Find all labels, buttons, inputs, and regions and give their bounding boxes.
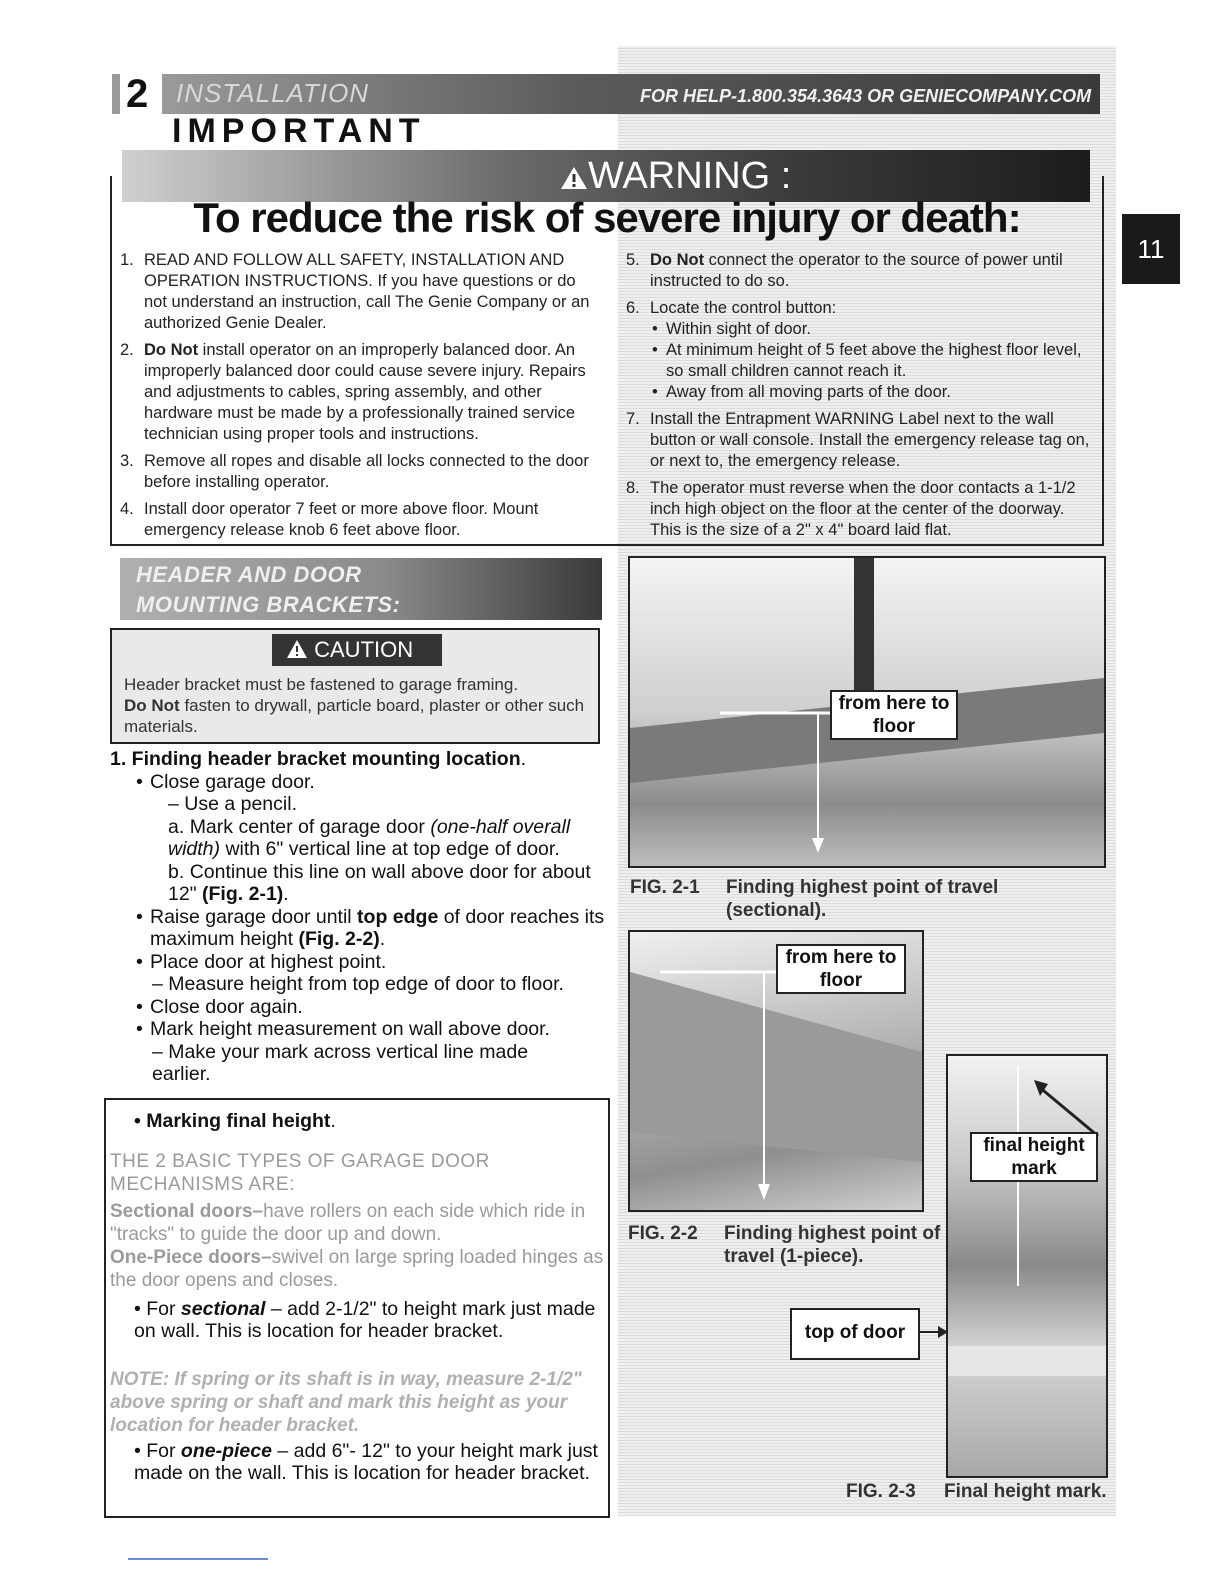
section-header-line1: HEADER AND DOOR	[136, 562, 362, 587]
marking-text: Marking final height	[146, 1110, 331, 1132]
sub-end: .	[283, 883, 289, 905]
instr-text: – add 2-1/2" to height mark just made on wall. This is location for header bracket.	[134, 1298, 596, 1342]
item-number: 8.	[626, 479, 640, 497]
sub-label: a.	[168, 815, 185, 838]
figure-2-3-number: FIG. 2-3	[846, 1481, 916, 1502]
sub-item: • Away from all moving parts of the door.	[650, 382, 1096, 403]
step-bullet: • Close garage door.	[110, 771, 610, 794]
item-text: READ AND FOLLOW ALL SAFETY, INSTALLATION AND OPERATION INSTRUCTIONS. If you have questions or do not understand an instruction, call The Genie Company or an authorized Genie Dealer.	[144, 251, 590, 332]
marking-end: .	[330, 1110, 336, 1132]
step-dash: – Measure height from top edge of door to floor.	[152, 973, 564, 995]
item-text: Locate the control button:	[650, 299, 837, 317]
warning-triangle-icon	[286, 639, 308, 659]
caution-line	[124, 695, 594, 737]
item-number: 6.	[626, 299, 640, 317]
item-text: Install the Entrapment WARNING Label next to the wall button or wall console. Install the emergency release tag on, or next to, the emergency release.	[650, 410, 1090, 470]
caution-lead: Do Not	[124, 696, 180, 715]
sub-italic: (one-half overall width)	[168, 815, 571, 860]
item-text: install operator on an improperly balanced door. An improperly balanced door could cause severe injury. Repairs and adjustments to cables, spring assembly, and other hardware must be made by a professionally trained service technician using proper tools and instructions.	[144, 341, 586, 443]
marking-final-height: • Marking final height.	[134, 1110, 336, 1132]
help-text: FOR HELP-1.800.354.3643 OR GENIECOMPANY.COM	[640, 86, 1092, 106]
callout-final-height-mark: final height mark	[970, 1132, 1098, 1182]
item-number: 3.	[120, 452, 134, 470]
callout-top-of-door: top of door	[790, 1308, 920, 1360]
arrow-right-icon	[920, 1324, 950, 1340]
sectional-doors-desc	[110, 1200, 606, 1246]
warning-list-right	[626, 250, 1096, 547]
instr-bold: sectional	[180, 1298, 266, 1320]
step-title-text: 1. Finding header bracket mounting location	[110, 748, 521, 770]
warning-item	[626, 298, 1096, 403]
step-title-end: .	[520, 748, 527, 770]
instr-text: – add 6"- 12" to your height mark just made on the wall. This is location for header bracket.	[134, 1440, 598, 1484]
one-piece-instruction: • For one-piece – add 6"- 12" to your height mark just made on the wall. This is location for header bracket.	[134, 1440, 598, 1484]
step-text: Raise garage door until	[150, 905, 358, 928]
step-text: of door reaches its maximum height	[150, 905, 605, 950]
warning-item	[626, 409, 1096, 472]
important-heading: IMPORTANT	[172, 112, 426, 150]
desc-lead: Sectional doors–	[110, 1201, 264, 1222]
item-text: Install door operator 7 feet or more above floor. Mount emergency release knob 6 feet above floor.	[144, 500, 539, 539]
step-bullet: • Mark height measurement on wall above door.	[110, 1018, 610, 1041]
sub-text: Continue this line on wall above door for about 12"	[168, 860, 591, 905]
item-text: Remove all ropes and disable all locks connected to the door before installing operator.	[144, 452, 589, 491]
desc-lead: One-Piece doors–	[110, 1247, 272, 1268]
step-bullet: • Place door at highest point.	[110, 951, 610, 974]
warning-item	[120, 250, 602, 334]
item-number: 5.	[626, 251, 640, 269]
item-text: The operator must reverse when the door contacts a 1-1/2 inch high object on the floor at the center of the doorway. This is the size of a 2" x 4" board laid flat.	[650, 479, 1076, 539]
desc-text: swivel on large spring loaded hinges as the door opens and closes.	[110, 1247, 604, 1291]
step-bullet: • Close door again.	[110, 996, 610, 1019]
item-text: connect the operator to the source of power until instructed to do so.	[650, 251, 1063, 290]
caution-text	[124, 674, 594, 737]
step-sub-b	[110, 861, 610, 906]
sub-text: with 6" vertical line at top edge of door.	[220, 838, 560, 860]
caution-label	[286, 636, 413, 664]
section-header-line2: MOUNTING BRACKETS:	[136, 592, 401, 617]
spring-note: NOTE: If spring or its shaft is in way, measure 2-1/2" above spring or shaft and mark this height as your location for header bracket.	[110, 1369, 582, 1436]
figure-2-3-drawing	[948, 1056, 1106, 1476]
warning-triangle-icon	[560, 166, 588, 190]
warning-item	[120, 451, 602, 493]
item-number: 1.	[120, 251, 134, 269]
caution-label-text: CAUTION	[314, 637, 414, 662]
mechanism-types-heading: THE 2 BASIC TYPES OF GARAGE DOOR MECHANISMS ARE:	[110, 1151, 490, 1195]
item-number: 2.	[120, 341, 134, 359]
sectional-instruction: • For sectional – add 2-1/2" to height mark just made on wall. This is location for header bracket.	[134, 1298, 596, 1342]
step-title	[110, 748, 610, 771]
item-number: 4.	[120, 500, 134, 518]
chapter-marker	[112, 74, 120, 114]
step-bullet	[110, 906, 610, 951]
warning-item	[626, 250, 1096, 292]
warning-item	[120, 499, 602, 541]
section-title: INSTALLATION	[176, 78, 370, 108]
one-piece-doors-desc	[110, 1246, 606, 1292]
warning-list-left	[120, 250, 602, 547]
fig-ref: (Fig. 2-1)	[202, 883, 284, 905]
instr-bold: one-piece	[180, 1440, 272, 1462]
warning-title-text: WARNING :	[588, 155, 792, 197]
footer-rule	[128, 1558, 268, 1560]
sub-text: Mark center of garage door	[189, 815, 431, 838]
figure-2-3-photo	[946, 1054, 1108, 1478]
item-number: 7.	[626, 410, 640, 428]
instr-text: For	[146, 1440, 181, 1462]
figure-2-1-caption: Finding highest point of travel (sectional).	[726, 877, 999, 921]
warning-subtitle: To reduce the risk of severe injury or death:	[193, 194, 1021, 241]
sub-item: • At minimum height of 5 feet above the highest floor level, so small children cannot reach it.	[650, 340, 1096, 382]
warning-item	[626, 478, 1096, 541]
item-lead: Do Not	[650, 251, 705, 269]
figure-2-3-caption: Final height mark.	[944, 1481, 1107, 1502]
warning-item	[120, 340, 602, 445]
figure-2-2-number: FIG. 2-2	[628, 1223, 698, 1244]
step-end: .	[379, 928, 386, 950]
fig-ref: (Fig. 2-2)	[298, 928, 380, 950]
item-lead: Do Not	[144, 341, 199, 359]
figure-2-2-caption: Finding highest point of travel (1-piece).	[724, 1223, 941, 1267]
step-sub-a	[110, 816, 610, 861]
callout-from-here-to-floor: from here to floor	[830, 690, 958, 740]
caution-line-text: fasten to drywall, particle board, plaster or other such materials.	[124, 696, 585, 736]
callout-from-here-to-floor-2: from here to floor	[776, 944, 906, 994]
steps-section	[110, 748, 610, 1086]
desc-text: have rollers on each side which ride in "tracks" to guide the door up and down.	[110, 1201, 586, 1245]
step-dash: – Make your mark across vertical line made earlier.	[152, 1040, 529, 1085]
step-dash: – Use a pencil.	[168, 793, 297, 815]
step-bold: top edge	[357, 905, 439, 928]
sub-label: b.	[168, 860, 185, 883]
sub-item: • Within sight of door.	[650, 319, 1096, 340]
figure-2-1-number: FIG. 2-1	[630, 877, 700, 898]
instr-text: For	[146, 1298, 181, 1320]
caution-line: Header bracket must be fastened to garage framing.	[124, 675, 519, 694]
chapter-number: 2	[126, 72, 149, 116]
chapter-tab: 11	[1122, 214, 1180, 284]
